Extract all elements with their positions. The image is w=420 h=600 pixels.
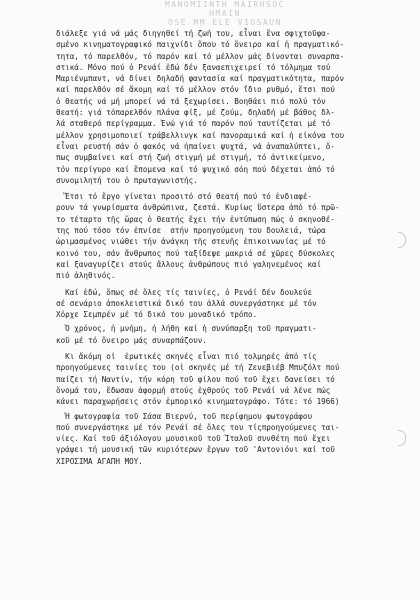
text-line: κοῦ μέ τό ὄνειρο μάς συναρπάζουν.: [56, 335, 207, 345]
text-line: γράψει τή μουσική τῶν κυριότερων ἔργων τοῦ 'Αντονιόνι καί τοῦ: [56, 445, 335, 455]
text-line: το τέταρτο τῆς ὥρας ὁ θεατής ἔχει τήν ἐντύπωση πώς ὁ σκηνοθέ-: [56, 214, 335, 224]
text-line: λά σταθερό περίγραμμα. Ἐνώ γιά τό παρόν πού ταυτίζεται μέ τό: [56, 119, 331, 129]
paragraph-start-line: Καί ἐδώ, ὅπως σέ ὅλες τίς ταινίες, ὁ Ρενάί δέν δουλεύε: [56, 287, 313, 297]
typed-text-body: [56, 28, 388, 467]
paragraph-start-line: Ὁ χρόνος, ἡ μνήμη, ἡ λήθη καί ἡ συνύπαρξη τοῦ πραγματι-: [56, 324, 317, 334]
paragraph-start-line: Κι ἄκόμη οἱ ἐρωτικές σκηνές εἶναι πιό τολμηρές ἀπό τίς: [56, 352, 317, 362]
text-line: νίες. Καί τοῦ ἀξιόλογου μουσικοῦ τοῦ Ἰταλοῦ συνθέτη πού ἔχει: [56, 434, 331, 444]
text-line: καί παρελθόν σέ ἄκομη καί τό μέλλον στόν ἴδιο ρυθμό, ἔτσι πού: [56, 85, 335, 95]
text-line: ὡριμασμένος νιώθει τήν ἀνάγκη τῆς στενῆς ἐπικοινωνίας μέ τό: [56, 237, 326, 247]
text-line: πού συνεργάστηκε μέ τόν Ρενάί σέ ὅλες του τίςπροηγούμενες ται-: [56, 422, 340, 432]
text-line: της πού τόσο τόν ἐπνίσε στήν προηγούμενη του δουλειά, τώρα: [56, 226, 326, 236]
punch-hole-mark: [398, 232, 406, 248]
text-line: κάνει παραχωρήσεις στόν ἐμπορικό κινηματογράφο. Τότε: τό 1966): [56, 397, 340, 407]
text-line: τόν περίγυρο καί ἔπομενα καί τό ψυχικό σόη πού δέχεται ἀπό τό: [56, 164, 335, 174]
text-line: κοινό του, σάν ἄνθρωπος πού ταξίδεψε μακριά σέ χῶρες δύσκολες: [56, 248, 335, 258]
faded-header-line: MANOMIINTH MAIRHSOC: [164, 0, 285, 9]
text-line: Χόρχε Σεμπρέν μέ τό δικό του μοναδικό τρόπο.: [56, 310, 258, 320]
text-line: εἶναι ρευστή σάν ὁ φακός νά ἠπαίνει ψυχτά, νά ἀναπαλύπτει, ὅ-: [56, 141, 335, 151]
text-line: πιό ἀληθινός.: [56, 271, 116, 281]
text-line: παίζει τή Ναντίν, τήν κόρη τοῦ φίλου πού τοῦ ἔχει δανείσει τό: [56, 374, 335, 384]
text-line: ὁ θεατής νά μή μπορεί νά τά ξεχωρίσει. Βοηθάει πιό πολύ τόν: [56, 96, 326, 106]
text-line: προηγούμενες ταινίες του (οἱ σκηνές μέ τή Ζενεβιέβ Μπυζόλτ πού: [56, 363, 340, 373]
faded-header-line: OSE MM ELE VIOSAUN: [168, 18, 282, 27]
faded-header-line: HMAIN: [209, 9, 241, 18]
text-line: τητα, τό παρελθόν, τό παρόν καί τό μέλλον μάς δίνονται συναρπα-: [56, 51, 345, 61]
text-line: πως συμβαίνει καί στή ζωή στιγμή μέ στιγμή, τό ἀντικείμενο,: [56, 153, 326, 163]
text-line: στικά. Μόνο πού ὁ Ρενάί ἐδώ δέν ξαναεπιχειρεί τό τόλμημα τού: [56, 62, 331, 72]
text-line: καί ξαναγυρίζει στούς ἄλλους ἀνθρώπους πιό γαληνεμένος καί: [56, 259, 322, 269]
text-line: μέλλον χρησιμοποιεί τράβελλινγκ καί πανοραμικά καί ἡ εἰκόνα του: [56, 130, 345, 140]
text-line: ὄνομά του, ἔδωσαν ἀφορμή στούς ἐχθρούς τοῦ Ρενάί νά λένε πώς: [56, 385, 331, 395]
text-line: διάλεξε γιά νά μάς διηγηθεί τή ζωή του, εἶναι ἕνα σφιχτοῦφα-: [56, 29, 331, 38]
text-line: ρουν τά γνωρίσματα ἀνθρώπινα, ζεστά. Κυρίως ὕστερα ἀπό τό πρῶ-: [56, 203, 340, 213]
text-line: θεατή: γιά τόπαρελθόν πλάνα φίξ, μέ ζούμ, δηλαδή μέ βάθος δλ-: [56, 108, 335, 118]
paragraph-start-line: Ἡ φωτογραφία τοῦ Σάσα Βιερνύ, τοῦ περίφημου φωτογράφου: [56, 411, 313, 421]
paragraph-start-line: Ἔτσι τό ἔργο γίνεται προσιτό στό θεατή πού τό ἐνδιαφέ-: [56, 192, 313, 202]
text-line: Μαριένμπαντ, νά δίνει δηλαδή φαντασία καί πραγματικότητα, παρόν: [56, 74, 345, 84]
text-line: σέ σενάριο ἀποκλειστικά δικό του ἀλλά συνεργάστηκε μέ τόν: [56, 298, 317, 308]
text-line: συνομιλητή του ὁ πρωταγωνιστής.: [56, 175, 198, 185]
punch-hole-mark: [398, 430, 406, 446]
text-line: ΧΙΡΟΣΙΜΑ ΑΓΑΠΗ ΜΟΥ.: [56, 456, 143, 466]
text-line: σμένο κινηματογραφικό παιχνίδι ὅπου τό ὄνειρο καί ἡ πραγματικό-: [56, 40, 345, 50]
